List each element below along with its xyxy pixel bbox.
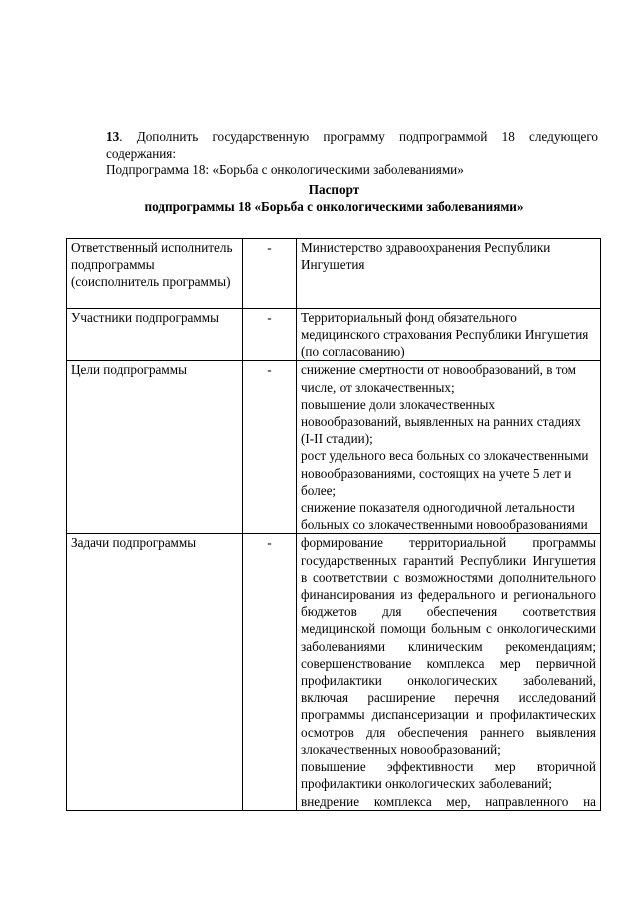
value-line: Министерство здравоохранения Республики — [301, 240, 551, 255]
item-line — [106, 129, 598, 146]
item-text-continuation: содержания: — [106, 145, 177, 161]
value-line: рост удельного веса больных со злокачественными — [301, 448, 589, 464]
row-label: Цели подпрограммы — [67, 361, 243, 534]
table-row — [67, 308, 601, 361]
value-line: бюджетов для обеспечения соответствия — [301, 604, 596, 620]
row-label: Участники подпрограммы — [67, 308, 243, 361]
row-dash: - — [243, 239, 297, 309]
row-value — [297, 308, 601, 361]
value-line: заболеваниями клиническим рекомендациям; — [301, 638, 596, 654]
value-line: формирование территориальной программы — [301, 535, 596, 551]
passport-title: Паспорт — [308, 182, 360, 197]
row-dash: - — [243, 534, 297, 810]
value-line: осмотров для обеспечения раннего выявления — [301, 724, 596, 740]
table-row — [67, 534, 601, 810]
value-line: числе, от злокачественных; — [301, 379, 455, 395]
value-line: финансирования из федерального и регионального — [301, 587, 596, 603]
passport-table — [66, 238, 601, 811]
value-line: совершенствование комплекса мер первичной — [301, 655, 596, 671]
value-line: программы диспансеризации и профилактических — [301, 707, 596, 723]
item-number: 13 — [106, 129, 120, 144]
value-line: в соответствии с возможностями дополнительного — [301, 569, 596, 585]
item-text: . Дополнить государственную программу подпрограммой 18 следующего — [119, 129, 598, 144]
passport-subtitle: подпрограммы 18 «Борьба с онкологическими заболеваниями» — [144, 198, 524, 214]
row-label: Задачи подпрограммы — [67, 534, 243, 810]
value-line: снижение показателя одногодичной летальности — [301, 500, 575, 516]
value-line: включая расширение перечня исследований — [301, 690, 596, 706]
value-line: медицинского страхования Республики Ингушетия — [301, 327, 589, 343]
value-line: медицинской помощи больным с онкологическими — [301, 621, 596, 637]
row-dash: - — [243, 308, 297, 361]
passport-heading — [70, 182, 598, 215]
value-spacer — [301, 291, 596, 308]
row-value — [297, 239, 601, 309]
table-row — [67, 239, 601, 309]
value-line: повышение эффективности мер вторичной — [301, 759, 596, 775]
value-line: новообразованиями, состоящих на учете 5 лет и — [301, 465, 572, 481]
table-row — [67, 361, 601, 534]
value-line: больных со злокачественными новообразованиями — [301, 517, 588, 533]
row-label: Ответственный исполнитель подпрограммы (соисполнитель программы) — [67, 239, 243, 309]
value-line: Ингушетия — [301, 257, 365, 273]
value-line: повышение доли злокачественных — [301, 396, 495, 412]
value-line: более; — [301, 482, 337, 498]
subprogram-title: Подпрограмма 18: «Борьба с онкологическими заболеваниями» — [106, 162, 464, 178]
value-line: профилактики онкологических заболеваний, — [301, 673, 596, 689]
value-line: злокачественных новообразований; — [301, 741, 501, 757]
value-line: (по согласованию) — [301, 344, 405, 360]
value-line: снижение смертности от новообразований, в том — [301, 362, 577, 378]
row-value — [297, 361, 601, 534]
value-spacer — [301, 273, 596, 290]
value-line: новообразований, выявленных на ранних стадиях — [301, 414, 581, 430]
value-line: профилактики онкологических заболеваний; — [301, 776, 552, 792]
row-dash: - — [243, 361, 297, 534]
row-value — [297, 534, 601, 810]
value-line: внедрение комплекса мер, направленного на — [301, 793, 596, 809]
value-line: Территориальный фонд обязательного — [301, 309, 517, 325]
value-line: (I-II стадии); — [301, 431, 373, 447]
intro-block — [106, 129, 598, 179]
value-line: государственных гарантий Республики Ингушетия — [301, 552, 596, 568]
